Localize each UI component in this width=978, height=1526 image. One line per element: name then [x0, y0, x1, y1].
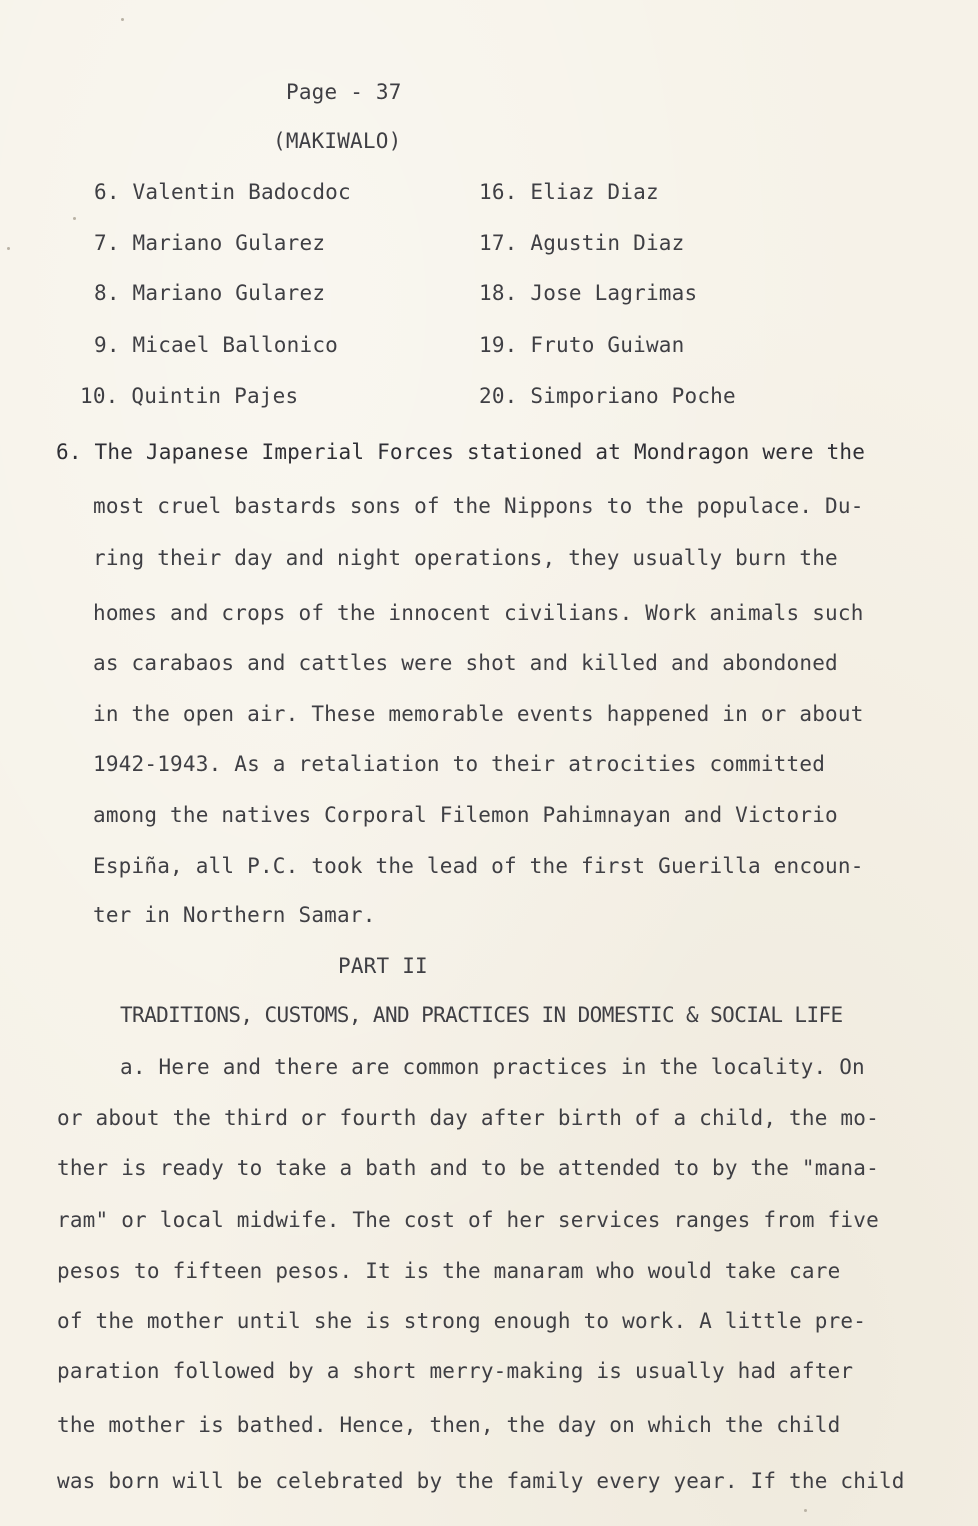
page-number: Page - 37: [286, 80, 402, 104]
paragraph-line: a. Here and there are common practices in the locality. On: [120, 1055, 865, 1079]
paragraph-line: 1942-1943. As a retaliation to their atrocities committed: [93, 752, 826, 776]
paragraph-line: ring their day and night operations, they usually burn the: [93, 546, 838, 570]
list-item: 18. Jose Lagrimas: [479, 281, 698, 305]
paragraph-line: ter in Northern Samar.: [93, 903, 376, 927]
list-item: 10. Quintin Pajes: [80, 384, 299, 408]
paragraph-line: ther is ready to take a bath and to be attended to by the "mana-: [57, 1156, 879, 1180]
list-item: 19. Fruto Guiwan: [479, 333, 685, 357]
list-item: 9. Micael Ballonico: [94, 333, 339, 357]
paragraph-line: paration followed by a short merry-making is usually had after: [57, 1359, 854, 1383]
paper-speck: [121, 18, 124, 21]
paragraph-line: among the natives Corporal Filemon Pahimnayan and Victorio: [93, 803, 838, 827]
paper-speck: [73, 217, 76, 220]
list-item: 6. Valentin Badocdoc: [94, 180, 351, 204]
list-item: 17. Agustin Diaz: [479, 231, 685, 255]
list-item: 20. Simporiano Poche: [479, 384, 736, 408]
barrio-name: (MAKIWALO): [273, 129, 402, 153]
paragraph-line: pesos to fifteen pesos. It is the manaram who would take care: [57, 1259, 841, 1283]
paragraph-line: as carabaos and cattles were shot and killed and abondoned: [93, 651, 838, 675]
paper-speck: [804, 1509, 807, 1512]
paragraph-line: ram" or local midwife. The cost of her services ranges from five: [57, 1208, 879, 1232]
list-item: 16. Eliaz Diaz: [479, 180, 659, 204]
paragraph-line: was born will be celebrated by the family every year. If the child: [57, 1469, 905, 1493]
paragraph-line: Espiña, all P.C. took the lead of the first Guerilla encoun-: [93, 854, 864, 878]
paragraph-line: of the mother until she is strong enough to work. A little pre-: [57, 1309, 867, 1333]
paragraph-line: homes and crops of the innocent civilians. Work animals such: [93, 601, 864, 625]
part-heading: PART II: [338, 954, 428, 978]
list-item: 8. Mariano Gularez: [94, 281, 326, 305]
list-item: 7. Mariano Gularez: [94, 231, 326, 255]
paragraph-line: most cruel bastards sons of the Nippons to the populace. Du-: [93, 494, 864, 518]
part-subheading: TRADITIONS, CUSTOMS, AND PRACTICES IN DOMESTIC & SOCIAL LIFE: [120, 1003, 843, 1027]
paragraph-line: the mother is bathed. Hence, then, the day on which the child: [57, 1413, 841, 1437]
paper-speck: [7, 247, 10, 250]
paragraph-line: or about the third or fourth day after birth of a child, the mo-: [57, 1106, 879, 1130]
paragraph-line: 6. The Japanese Imperial Forces stationed at Mondragon were the: [56, 440, 866, 464]
paragraph-line: in the open air. These memorable events happened in or about: [93, 702, 864, 726]
